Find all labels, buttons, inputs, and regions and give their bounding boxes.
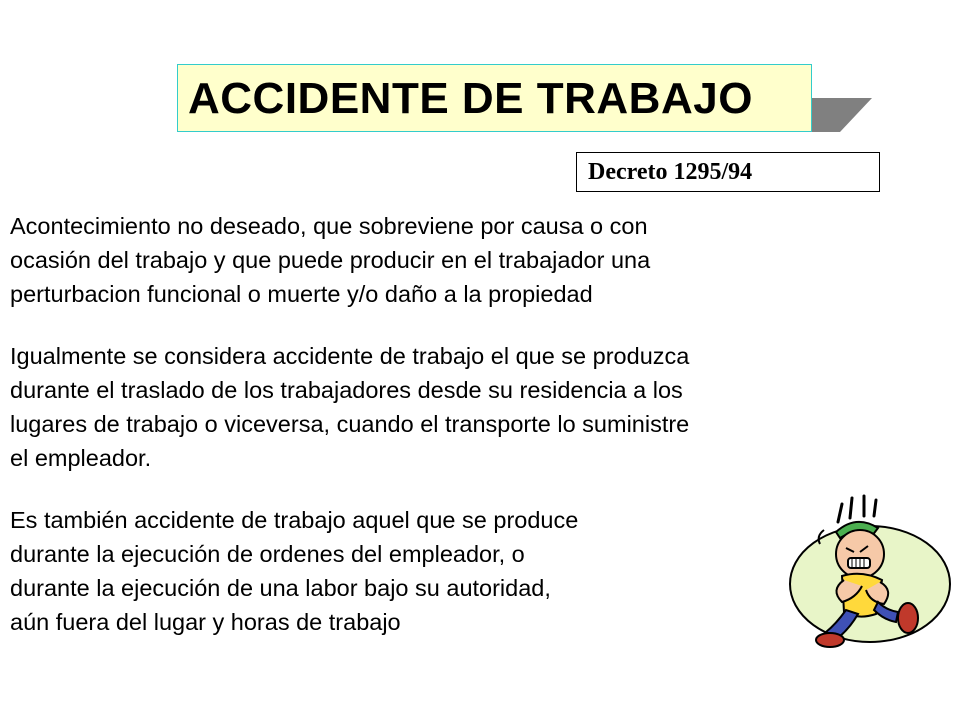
- definition-paragraph: [10, 209, 650, 311]
- page-title: ACCIDENTE DE TRABAJO: [188, 74, 753, 123]
- paragraph-line: Igualmente se considera accidente de trabajo el que se produzca: [10, 343, 690, 369]
- paragraph-line: Es también accidente de trabajo aquel que se produce: [10, 507, 579, 533]
- employer-orders-paragraph: [10, 503, 578, 639]
- paragraph-line: durante el traslado de los trabajadores desde su residencia a los: [10, 377, 683, 403]
- paragraph-line: perturbacion funcional o muerte y/o daño a la propiedad: [10, 281, 593, 307]
- commute-paragraph: [10, 339, 689, 475]
- paragraph-line: ocasión del trabajo y que puede producir en el trabajador una: [10, 247, 651, 273]
- paragraph-line: Acontecimiento no deseado, que sobreviene por causa o con: [10, 213, 648, 239]
- injured-man-icon: [784, 490, 952, 650]
- paragraph-line: durante la ejecución de una labor bajo su autoridad,: [10, 575, 551, 601]
- paragraph-line: lugares de trabajo o viceversa, cuando el transporte lo suministre: [10, 411, 690, 437]
- paragraph-line: el empleador.: [10, 445, 152, 471]
- paragraph-line: durante la ejecución de ordenes del empleador, o: [10, 541, 525, 567]
- decree-label: Decreto 1295/94: [588, 159, 753, 185]
- title-shadow-decoration: [812, 98, 872, 132]
- paragraph-line: aún fuera del lugar y horas de trabajo: [10, 609, 401, 635]
